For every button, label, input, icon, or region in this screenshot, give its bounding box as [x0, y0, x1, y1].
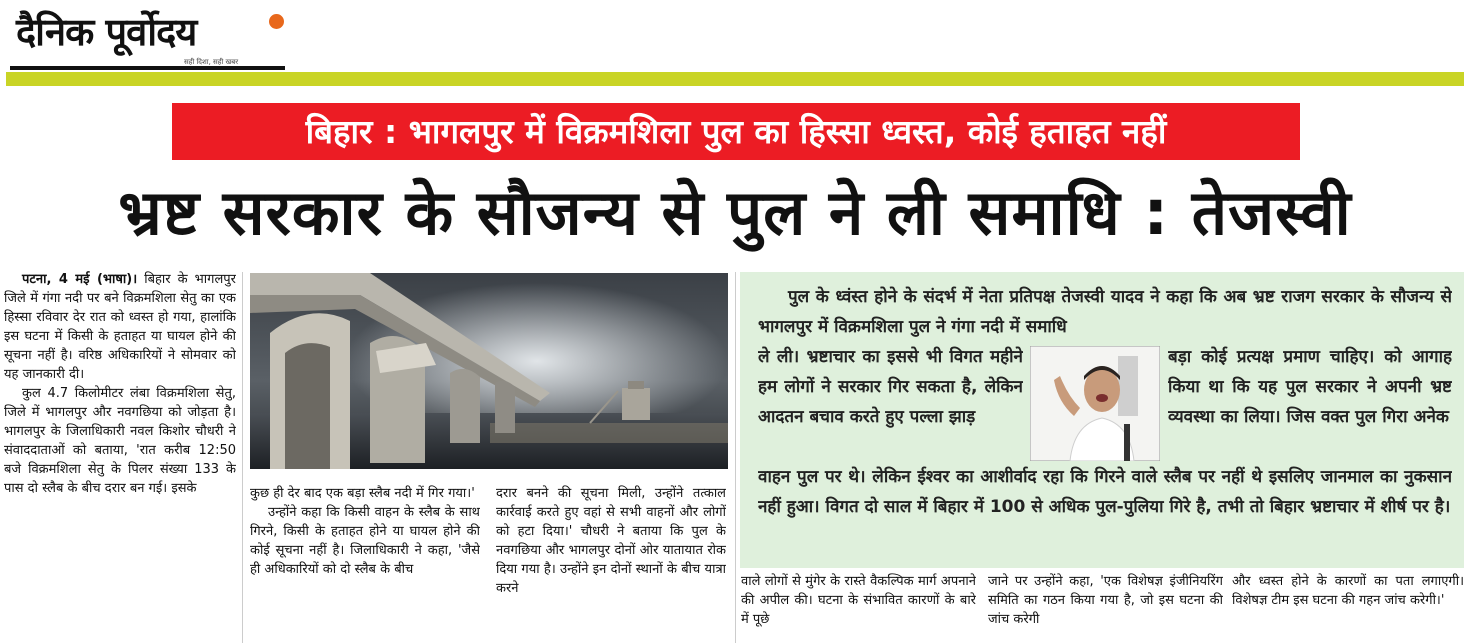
paragraph: और ध्वस्त होने के कारणों का पता लगाएगी। विशेषज्ञ टीम इस घटना की गहन जांच करेगी।': [1232, 574, 1464, 608]
masthead-tagline: सही दिशा, सही खबर: [184, 58, 239, 66]
paragraph: वाले लोगों से मुंगेर के रास्ते वैकल्पिक मार्ग अपनाने की अपील की। घटना के संभावित कारणों के बारे में पूछे: [741, 574, 976, 627]
column-divider: [735, 272, 736, 643]
article-column-1: [4, 270, 236, 643]
article-column-6: [1232, 572, 1464, 643]
masthead-rule: [10, 66, 285, 70]
quote-lead: पुल के ध्वंस्त होने के संदर्भ में नेता प्रतिपक्ष तेजस्वी यादव ने कहा कि अब भ्रष्ट राजग सरकार के सौजन्य से भागलपुर में विक्रमशिला पुल ने गंगा नदी में समाधि: [758, 287, 1452, 337]
masthead-logo[interactable]: [14, 6, 284, 70]
quote-left: ले ली। भ्रष्टाचार का इससे भी विगत महीने हम लोगों ने सरकार गिर सकता है, लेकिन आदतन बचाव करते हुए पल्ला झाड़: [758, 347, 1023, 427]
article-column-4: [741, 572, 976, 643]
article-column-3: [496, 484, 726, 643]
paragraph: बिहार के भागलपुर जिले में गंगा नदी पर बने विक्रमशिला सेतु का एक हिस्सा रविवार देर रात को ध्वस्त हो गया, हालांकि इस घटना में किसी के हताहत या घायल होने की सूचना नहीं है। वरिष्ठ अधिकारियों ने सोमवार को यह जानकारी दी।: [4, 272, 236, 382]
article-column-5: [988, 572, 1223, 643]
paragraph: दरार बनने की सूचना मिली, उन्होंने तत्काल कार्रवाई करते हुए वहां से सभी वाहनों और लोगों को हटा दिया।' चौधरी ने बताया कि पुल के नवगछिया और भागलपुर दोनों ओर यातायात रोक दिया गया है। उन्होंने इन दोनों स्थानों के बीच यात्रा करने: [496, 486, 726, 596]
brand-bar: [6, 72, 1464, 86]
quote-right: बड़ा कोई प्रत्यक्ष प्रमाण चाहिए। को आगाह किया था कि यह पुल सरकार ने अपनी भ्रष्ट व्यवस्था का लिया। जिस वक्त पुल गिरा अनेक: [1168, 347, 1452, 427]
kicker-banner: बिहार : भागलपुर में विक्रमशिला पुल का हिस्सा ध्वस्त, कोई हताहत नहीं: [172, 103, 1300, 160]
column-divider: [242, 272, 243, 643]
quote-closing: वाहन पुल पर थे। लेकिन ईश्वर का आशीर्वाद रहा कि गिरने वाले स्लैब पर नहीं थे इसलिए जानमाल का नुकसान नहीं हुआ। विगत दो साल में बिहार में 100 से अधिक पुल-पुलिया गिरे है, तभी तो बिहार भ्रष्टाचार में शीर्ष पर है।: [758, 467, 1452, 517]
paragraph: कुल 4.7 किलोमीटर लंबा विक्रमशिला सेतु, जिले में भागलपुर और नवगछिया को जोड़ता है। भागलपुर के जिलाधिकारी नवल किशोर चौधरी ने संवाददाताओं को बताया, 'रात करीब 12:50 बजे विक्रमशिला सेतु के पिलर संख्या 133 के पास दो स्लैब के बीच दरार बन गई। इसके: [4, 386, 236, 496]
bridge-collapse-photo: [250, 273, 728, 469]
paragraph: जाने पर उन्होंने कहा, 'एक विशेषज्ञ इंजीनियरिंग समिति का गठन किया गया है, जो इस घटना की जांच करेगी: [988, 574, 1223, 627]
paragraph: उन्होंने कहा कि किसी वाहन के स्लैब के साथ गिरने, किसी के हताहत होने या घायल होने की कोई सूचना नहीं है। जिलाधिकारी ने कहा, 'जैसे ही अधिकारियों को दो स्लैब के बीच: [250, 505, 480, 577]
main-headline: भ्रष्ट सरकार के सौजन्य से पुल ने ली समाधि : तेजस्वी: [118, 176, 1352, 249]
tejashwi-portrait-photo: [1030, 346, 1160, 461]
dateline: पटना, 4 मई (भाषा)।: [22, 272, 138, 287]
article-column-2: [250, 484, 480, 643]
logo-dot-icon: [269, 14, 284, 29]
masthead-title: दैनिक पूर्वोदय: [16, 9, 197, 54]
paragraph: कुछ ही देर बाद एक बड़ा स्लैब नदी में गिर गया।': [250, 486, 475, 501]
